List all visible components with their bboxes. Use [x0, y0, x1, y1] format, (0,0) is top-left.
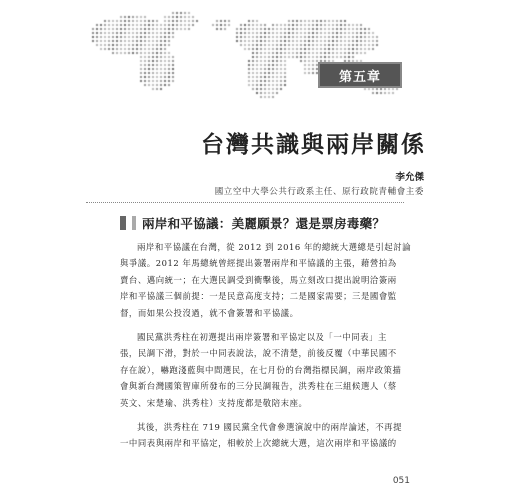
author-affiliation: 國立空中大學公共行政系主任、原行政院青輔會主委	[214, 187, 424, 197]
paragraph-line: 英文、宋楚瑜、洪秀柱）支持度都是敬陪末座。	[120, 397, 308, 408]
paragraph-line: 張，民調下滑，對於一中同表說法，說不清楚，前後反覆（中華民國不	[120, 348, 397, 359]
paragraph-line: 賣台、邁向統一；在大選民調受到衝擊後，馬立刻改口提出說明洽簽兩	[120, 274, 397, 285]
paragraph	[120, 239, 412, 321]
paragraph-line: 一中同表與兩岸和平協定，相較於上次總統大選，這次兩岸和平協議的	[120, 438, 397, 449]
paragraph	[120, 419, 412, 452]
section-bar-icon	[120, 216, 126, 230]
author-name: 李允傑	[395, 172, 424, 183]
article-title: 台灣共識與兩岸關係	[201, 132, 426, 158]
section-heading	[120, 213, 410, 233]
section-bar-icon-light	[132, 216, 136, 230]
paragraph-line: 岸和平協議三個前提：一是民意高度支持；二是國家需要；三是國會監	[120, 291, 397, 302]
chapter-label: 第五章	[318, 62, 402, 88]
paragraph	[120, 329, 412, 411]
paragraph-line: 存在說），嚇跑淺藍與中間選民，在七月份的台灣指標民調，兩岸政策描	[120, 364, 402, 375]
paragraph-line: 國民黨洪秀柱在初選提出兩岸簽署和平協定以及「一中同表」主	[137, 332, 387, 343]
world-map-dot-illustration	[62, 6, 462, 114]
paragraph-line: 與爭議。2012 年馬總統曾經提出簽署兩岸和平協議的主張，藉營拍為	[120, 258, 397, 269]
paragraph-line: 會與新台灣國策智庫所發布的三分民調報告，洪秀柱在三組候選人（蔡	[120, 381, 397, 392]
page-number: 051	[392, 476, 410, 486]
header-divider	[86, 202, 404, 203]
paragraph-line: 兩岸和平協議在台灣，從 2012 到 2016 年的總統大選總是引起討論	[137, 242, 412, 252]
paragraph-line: 督，而如果公投沒過，就不會簽署和平協議。	[120, 307, 299, 318]
article-body	[120, 239, 412, 460]
section-heading-text: 兩岸和平協議：美麗願景？還是票房毒藥？	[142, 216, 386, 231]
paragraph-line: 其後，洪秀柱在 719 國民黨全代會參選演說中的兩岸論述，不再提	[137, 422, 403, 433]
